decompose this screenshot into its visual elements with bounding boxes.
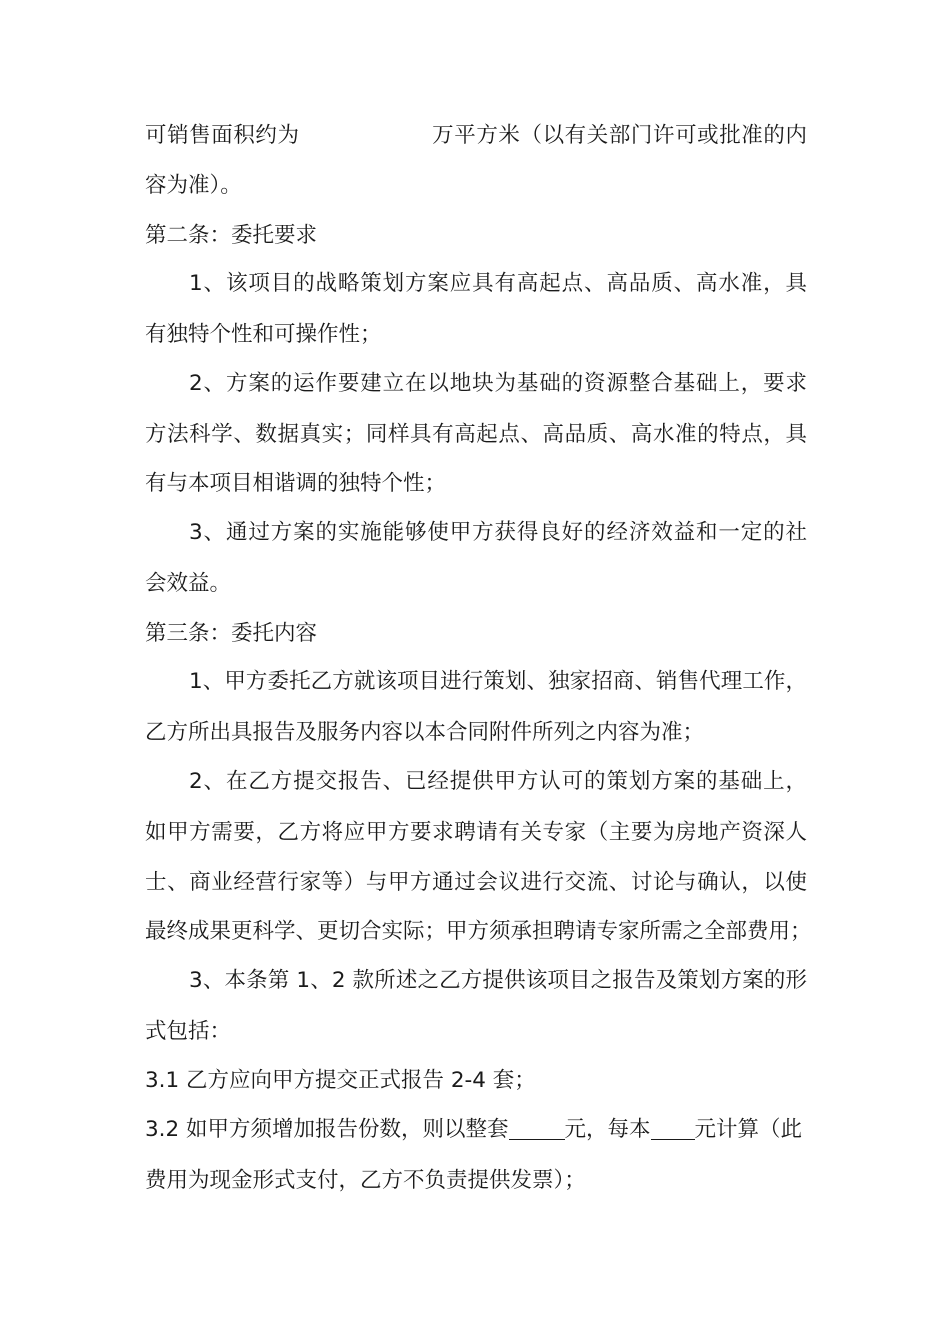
price-per-copy-blank xyxy=(651,1115,695,1140)
area-line xyxy=(145,121,807,151)
clause-3-2-text-c: 元计算（此 xyxy=(694,1117,803,1142)
article-2-item-2: 2、方案的运作要建立在以地块为基础的资源整合基础上，要求 xyxy=(189,371,807,396)
article-2-item-2-cont-2: 有与本项目相谐调的独特个性； xyxy=(145,471,447,496)
article-3-title: 第三条：委托内容 xyxy=(145,621,318,646)
article-3-item-1: 1、甲方委托乙方就该项目进行策划、独家招商、销售代理工作， xyxy=(189,669,807,694)
clause-3-2-text-b: 元，每本 xyxy=(564,1117,651,1142)
article-2-title: 第二条：委托要求 xyxy=(145,223,318,248)
clause-3-1: 3.1 乙方应向甲方提交正式报告 2-4 套； xyxy=(145,1068,536,1093)
article-3-item-2-cont-1: 如甲方需要，乙方将应甲方要求聘请有关专家（主要为房地产资深人 xyxy=(145,820,807,845)
article-2-item-3: 3、通过方案的实施能够使甲方获得良好的经济效益和一定的社 xyxy=(189,520,807,545)
article-3-item-2: 2、在乙方提交报告、已经提供甲方认可的策划方案的基础上， xyxy=(189,769,807,794)
article-2-item-2-cont-1: 方法科学、数据真实；同样具有高起点、高品质、高水准的特点，具 xyxy=(145,422,807,447)
article-2-item-3-cont: 会效益。 xyxy=(145,571,232,596)
article-3-item-3: 3、本条第 1、2 款所述之乙方提供该项目之报告及策划方案的形 xyxy=(189,968,807,993)
article-2-item-1-cont: 有独特个性和可操作性； xyxy=(145,322,382,347)
price-per-set-blank xyxy=(509,1115,565,1140)
article-3-item-2-cont-2: 士、商业经营行家等）与甲方通过会议进行交流、讨论与确认，以使 xyxy=(145,870,807,895)
clause-3-2-text-a: 3.2 如甲方须增加报告份数，则以整套 xyxy=(145,1117,509,1142)
article-3-item-2-cont-3: 最终成果更科学、更切合实际；甲方须承担聘请专家所需之全部费用； xyxy=(145,919,812,944)
area-label: 可销售面积约为 xyxy=(145,123,300,148)
article-3-item-3-cont: 式包括： xyxy=(145,1019,232,1044)
clause-3-2 xyxy=(145,1115,807,1145)
clause-3-2-cont: 费用为现金形式支付，乙方不负责提供发票）； xyxy=(145,1168,586,1193)
article-2-item-1: 1、该项目的战略策划方案应具有高起点、高品质、高水准，具 xyxy=(189,271,807,296)
area-line-cont: 容为准）。 xyxy=(145,173,242,198)
article-3-item-1-cont: 乙方所出具报告及服务内容以本合同附件所列之内容为准； xyxy=(145,720,705,745)
area-unit-text: 万平方米（以有关部门许可或批准的内 xyxy=(431,123,807,148)
